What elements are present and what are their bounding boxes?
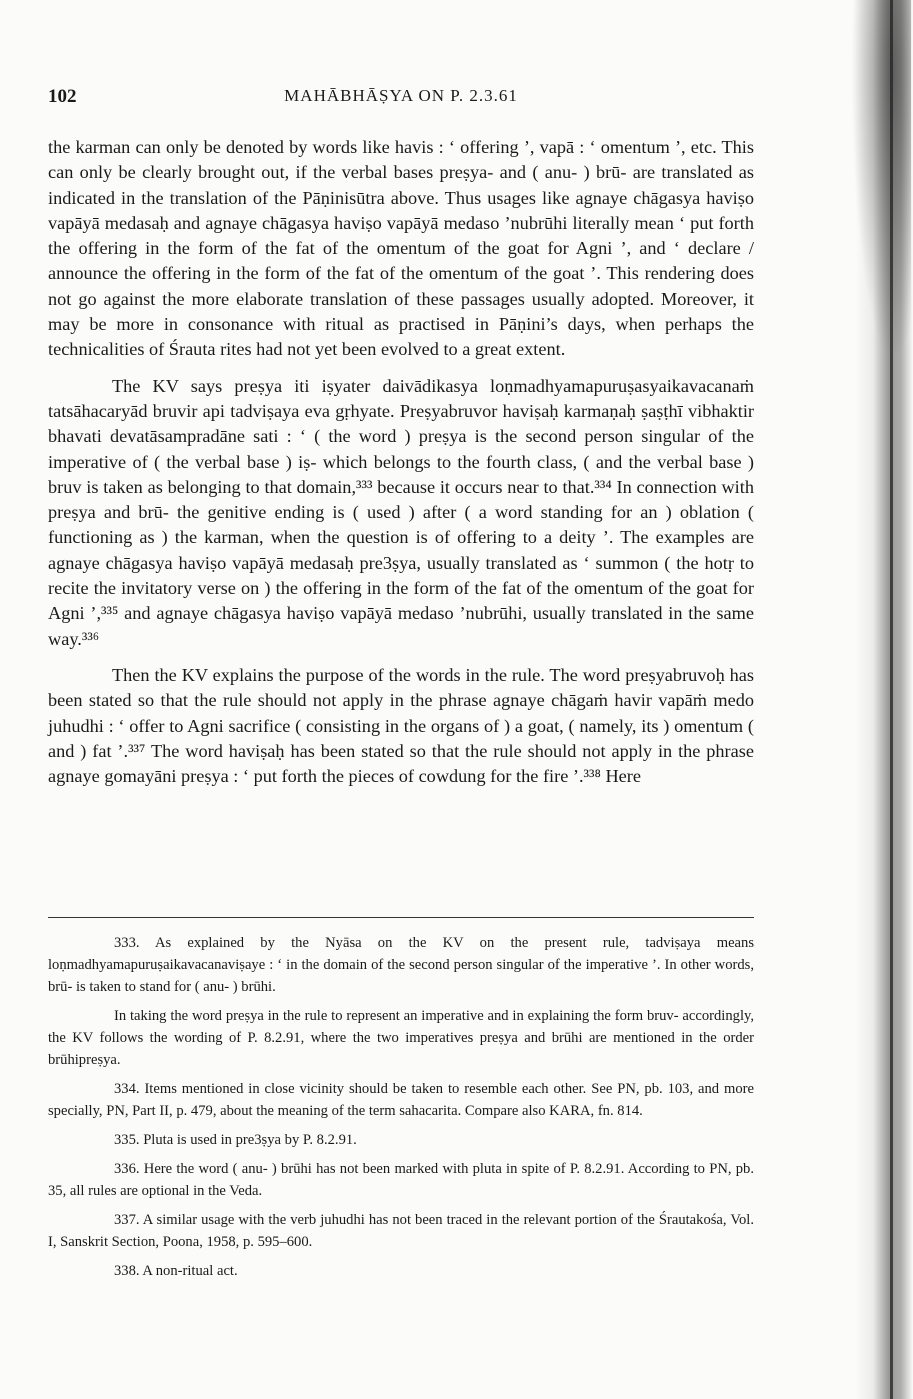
page-header <box>48 86 754 116</box>
footnote-336: 336. Here the word ( anu- ) brūhi has not been marked with pluta in spite of P. 8.2.91. According to PN, pb. 35, all rules are optional in the Veda. <box>48 1161 754 1199</box>
scan-smudge <box>851 0 911 360</box>
running-head: MAHĀBHĀṢYA ON P. 2.3.61 <box>284 86 518 105</box>
footnote-separator <box>48 917 754 918</box>
paragraph-2: The KV says preṣya iti iṣyater daivādikasya loṇmadhyamapuruṣasyaikavacanaṁ tatsāhacaryād bruvir api tadviṣaya eva gṛhyate. Preṣyabruvor haviṣaḥ karmaṇaḥ ṣaṣṭhī vibhaktir bhavati devatāsampradāne sati : ‘ ( the word ) preṣya is the second person singular of the imperative of ( the verbal base ) iṣ- which belongs to the fourth class, ( and the verbal base ) bruv is taken as belonging to that domain,³³³ because it occurs near to that.³³⁴ In connection with preṣya and brū- the genitive ending is ( used ) after ( a word standing for an ) oblation ( functioning as ) the karman, when the question is of offering to a deity ’. The examples are agnaye chāgasya haviṣo vapāyā medasaḥ pre3ṣya, usually translated as ‘ summon ( the hotṛ to recite the invitatory verse on ) the offering in the form of the fat of the omentum of the goat for Agni ’,³³⁵ and agnaye chāgasya haviṣo vapāyā medaso ’nubrūhi, usually translated in the same way.³³⁶ <box>48 375 754 649</box>
binding-edge-line <box>890 0 893 1399</box>
footnote-333-continued: In taking the word preṣya in the rule to represent an imperative and in explaining the form bruv- accordingly, the KV follows the wording of P. 8.2.91, where the two imperatives preṣya and brūhi are mentioned in the order brūhipreṣya. <box>48 1008 754 1068</box>
footnote-335: 335. Pluta is used in pre3ṣya by P. 8.2.91. <box>114 1132 357 1148</box>
footnote-333: 333. As explained by the Nyāsa on the KV on the present rule, tadviṣaya means loṇmadhyamapuruṣaikavacanaviṣaye : ‘ in the domain of the second person singular of the imperative ’. In other words, brū- is taken to stand for ( anu- ) brūhi. <box>48 935 754 995</box>
paragraph-3: Then the KV explains the purpose of the words in the rule. The word preṣyabruvoḥ has been stated so that the rule should not apply in the phrase agnaye chāgaṁ havir vapāṁ medo juhudhi : ‘ offer to Agni sacrifice ( consisting in the organs of ) a goat, ( namely, its ) omentum ( and ) fat ’.³³⁷ The word haviṣaḥ has been stated so that the rule should not apply in the phrase agnaye gomayāni preṣya : ‘ put forth the pieces of cowdung for the fire ’.³³⁸ Here <box>48 664 754 787</box>
paragraph-1: the karman can only be denoted by words like havis : ‘ offering ’, vapā : ‘ omentum ’, etc. This can only be clearly brought out, if the verbal bases preṣya- and ( anu- ) brū- are translated as indicated in the translation of the Pāṇinisūtra above. Thus usages like agnaye chāgasya haviṣo vapāyā medasaḥ and agnaye chāgasya haviṣo vapāyā medaso ’nubrūhi literally mean ‘ put forth the offering in the form of the fat of the omentum of the goat for Agni ’, and ‘ declare / announce the offering in the form of the fat of the omentum of the goat ’. This rendering does not go against the more elaborate translation of these passages usually adopted. Moreover, it may be more in consonance with ritual as practised in Pāṇini’s days, when perhaps the technicalities of Śrauta rites had not yet been evolved to a great extent. <box>48 137 754 360</box>
footnote-334: 334. Items mentioned in close vicinity should be taken to resemble each other. See PN, pb. 103, and more specially, PN, Part II, p. 479, about the meaning of the term sahacarita. Compare also KARA, fn. 814. <box>48 1081 754 1119</box>
footnote-338: 338. A non-ritual act. <box>114 1263 238 1279</box>
footnote-337: 337. A similar usage with the verb juhudhi has not been traced in the relevant portion of the Śrautakośa, Vol. I, Sanskrit Section, Poona, 1958, p. 595–600. <box>48 1212 754 1250</box>
footnotes <box>48 932 754 1289</box>
page-number: 102 <box>48 86 77 107</box>
main-text <box>48 135 754 800</box>
